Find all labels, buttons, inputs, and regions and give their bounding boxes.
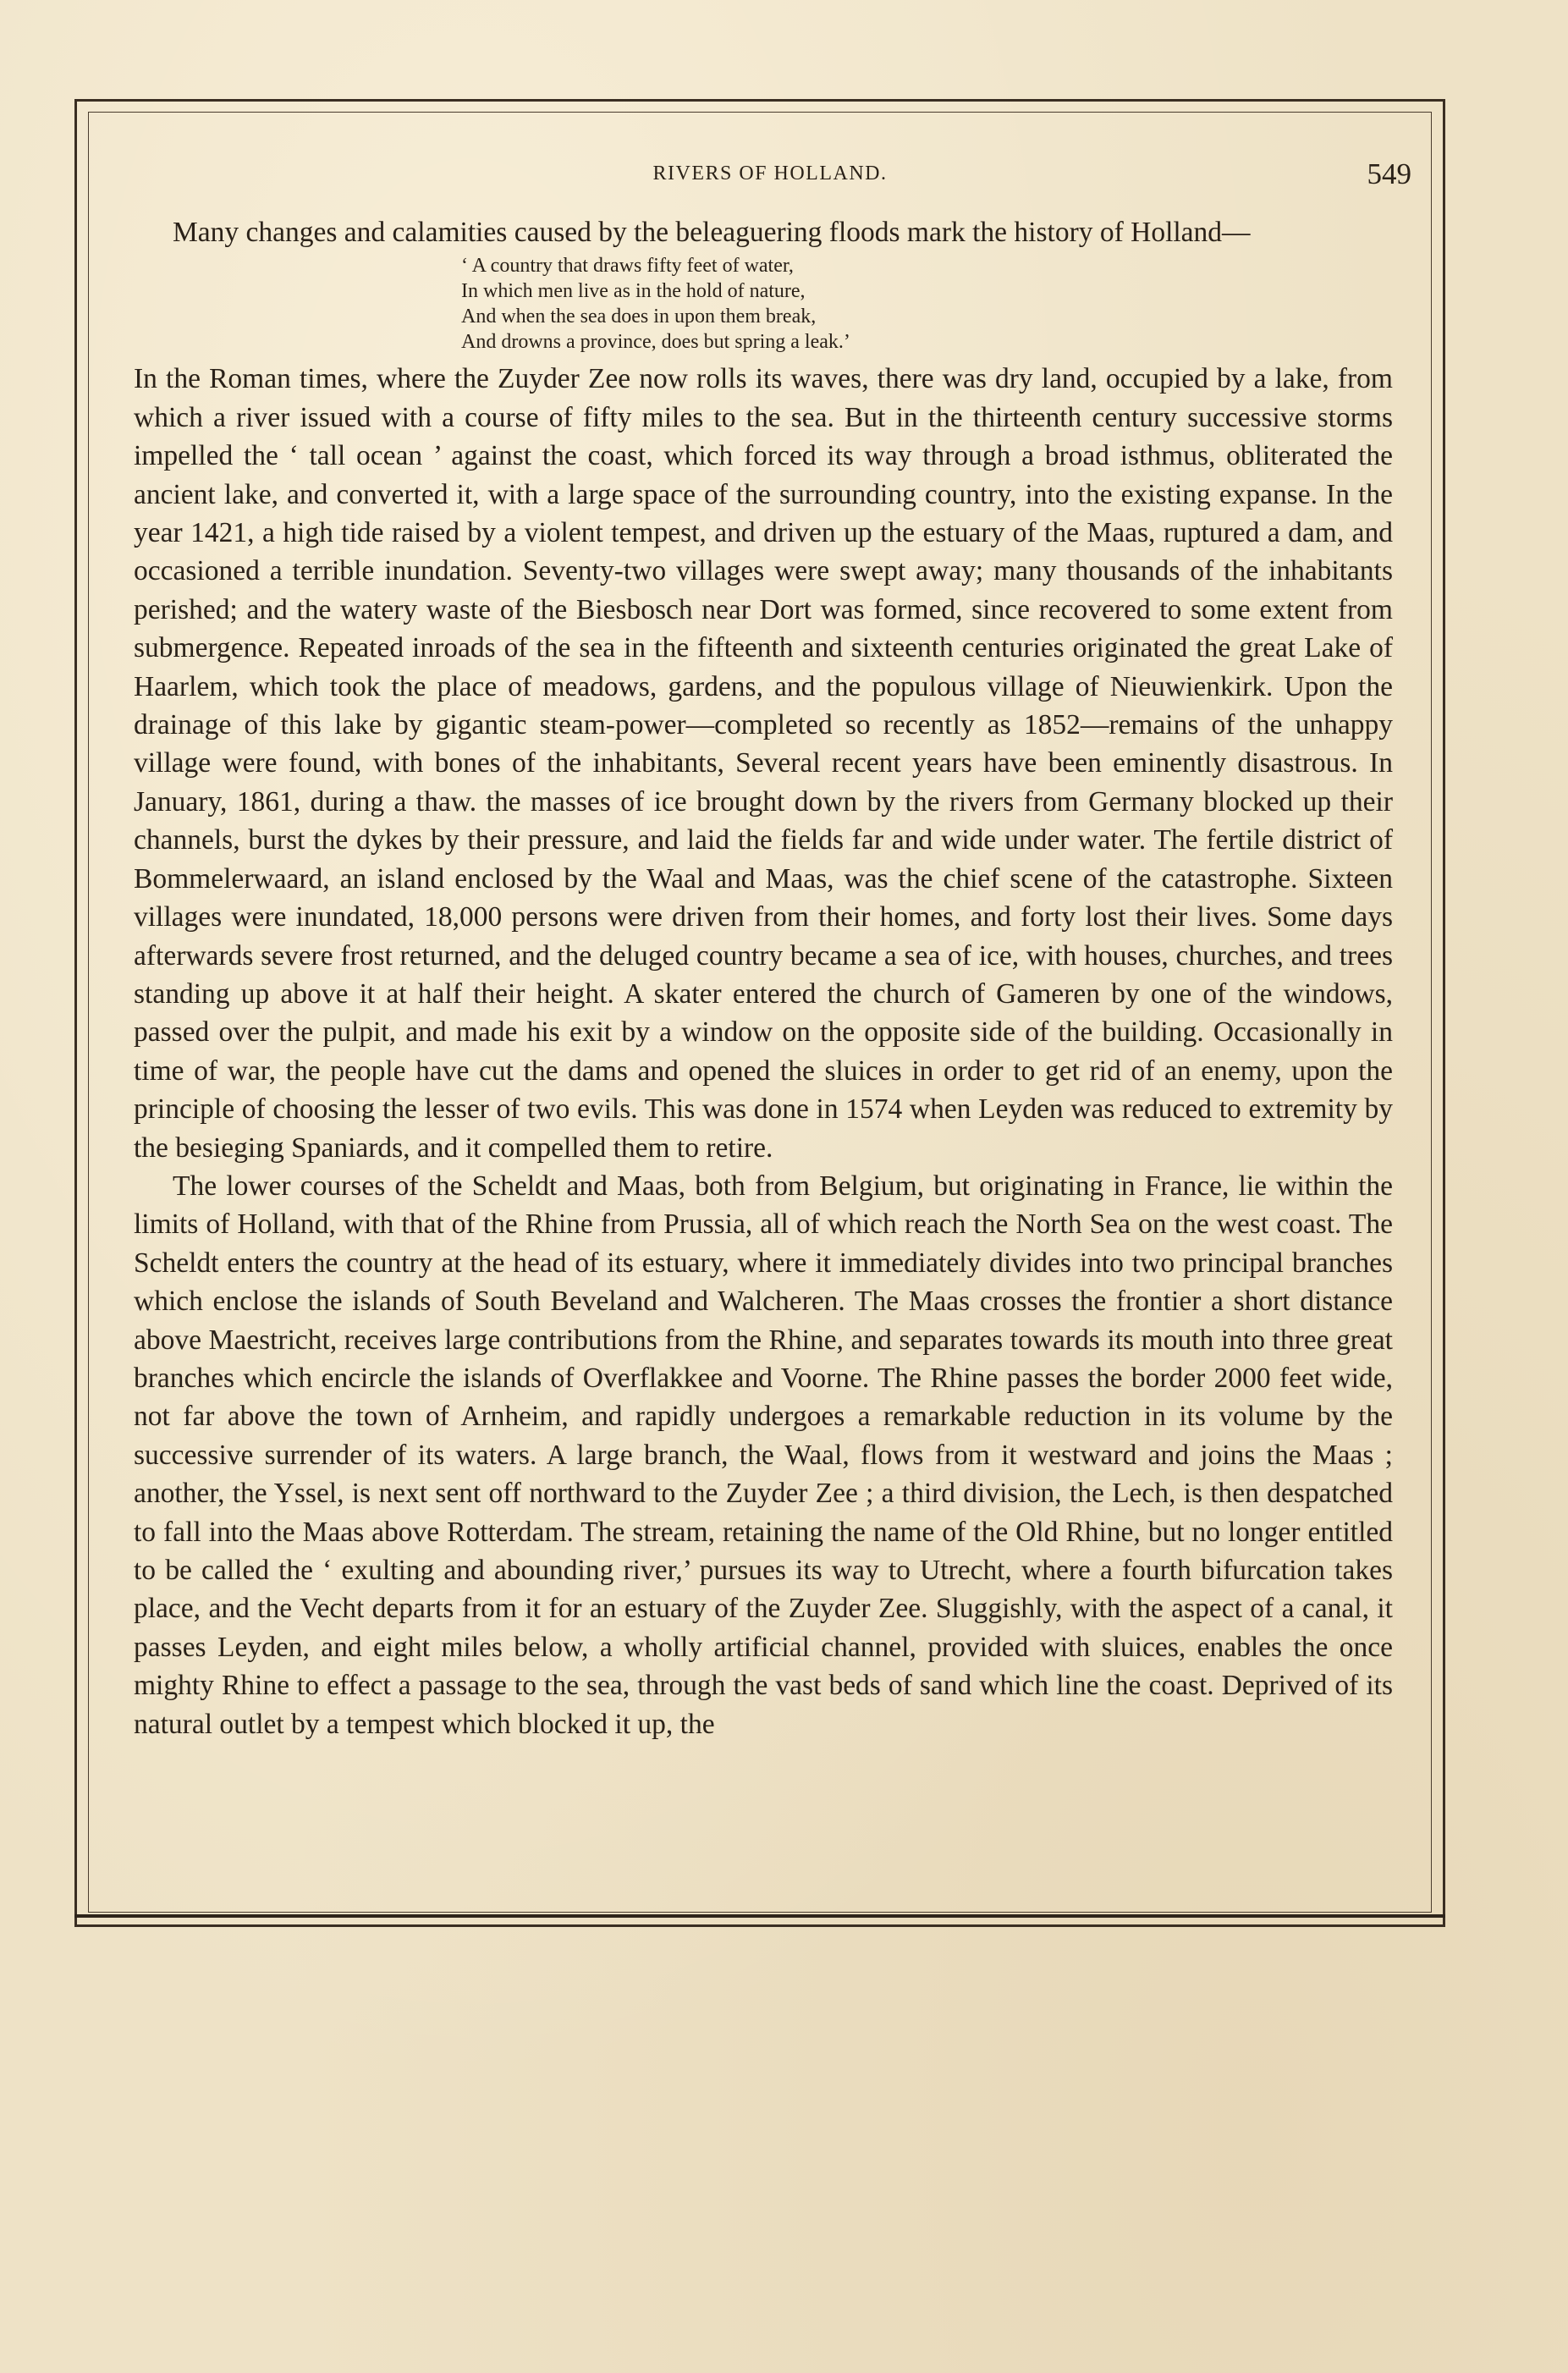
intro-paragraph: Many changes and calamities caused by the beleaguering floods mark the history of Holland— (173, 217, 1251, 248)
body-text (134, 213, 1393, 1743)
verse-line: In which men live as in the hold of nature, (461, 280, 806, 303)
running-head (118, 159, 1422, 193)
page-number: 549 (1367, 157, 1411, 190)
running-title: RIVERS OF HOLLAND. (652, 162, 888, 184)
verse-line: And drowns a province, does but spring a leak.’ (461, 331, 850, 354)
verse-quotation (461, 253, 1393, 355)
verse-line: ‘ A country that draws fifty feet of water, (461, 255, 794, 278)
paragraph: The lower courses of the Scheldt and Maas, both from Belgium, but originating in France, lie within the limits of Holland, with that of the Rhine from Prussia, all of which reach the North Sea on the west coast. The Scheldt enters the country at the head of its estuary, where it immediately divides into two principal branches which enclose the islands of South Beveland and Walcheren. The Maas crosses the frontier a short distance above Maestricht, receives large contributions from the Rhine, and separates towards its mouth into three great branches which encircle the islands of Overflakkee and Voorne. The Rhine passes the border 2000 feet wide, not far above the town of Arnheim, and rapidly undergoes a remarkable reduction in its volume by the successive surrender of its waters. A large branch, the Waal, flows from it westward and joins the Maas ; another, the Yssel, is next sent off northward to the Zuyder Zee ; a third division, the Lech, is then despatched to fall into the Maas above Rotterdam. The stream, retaining the name of the Old Rhine, but no longer entitled to be called the ‘ exulting and abounding river,’ pursues its way to Utrecht, where a fourth bifurcation takes place, and the Vecht departs from it for an estuary of the Zuyder Zee. Sluggishly, with the aspect of a canal, it passes Leyden, and eight miles below, a wholly artificial channel, provided with sluices, enables the once mighty Rhine to effect a passage to the sea, through the vast beds of sand which line the coast. Deprived of its natural outlet by a tempest which blocked it up, the (134, 1170, 1393, 1740)
page-border-bottom-rule (74, 1914, 1445, 1918)
paragraph: In the Roman times, where the Zuyder Zee now rolls its waves, there was dry land, occupied by a lake, from which a river issued with a course of fifty miles to the sea. But in the thirteenth century successive storms impelled the ‘ tall ocean ’ against the coast, which forced its way through a broad isthmus, obliterated the ancient lake, and converted it, with a large space of the surrounding country, into the existing expanse. In the year 1421, a high tide raised by a violent tempest, and driven up the estuary of the Maas, ruptured a dam, and occasioned a terrible inundation. Seventy-two villages were swept away; many thousands of the inhabitants perished; and the watery waste of the Biesbosch near Dort was formed, since recovered to some extent from submergence. Repeated inroads of the sea in the fifteenth and sixteenth centuries originated the great Lake of Haarlem, which took the place of meadows, gardens, and the populous village of Nieuwienkirk. Upon the drainage of this lake by gigantic steam-power—completed so recently as 1852—remains of the unhappy village were found, with bones of the inhabitants, Several recent years have been eminently disastrous. In January, 1861, during a thaw. the masses of ice brought down by the rivers from Germany blocked up their channels, burst the dykes by their pressure, and laid the fields far and wide under water. The fertile district of Bommelerwaard, an island enclosed by the Waal and Maas, was the chief scene of the catastrophe. Sixteen villages were inundated, 18,000 persons were driven from their homes, and forty lost their lives. Some days afterwards severe frost returned, and the deluged country became a sea of ice, with houses, churches, and trees standing up above it at half their height. A skater entered the church of Gameren by one of the windows, passed over the pulpit, and made his exit by a window on the opposite side of the building. Occasionally in time of war, the people have cut the dams and opened the sluices in order to get rid of an enemy, upon the principle of choosing the lesser of two evils. This was done in 1574 when Leyden was reduced to extremity by the besieging Spaniards, and it compelled them to retire. (134, 363, 1393, 1164)
verse-line: And when the sea does in upon them break, (461, 306, 817, 328)
